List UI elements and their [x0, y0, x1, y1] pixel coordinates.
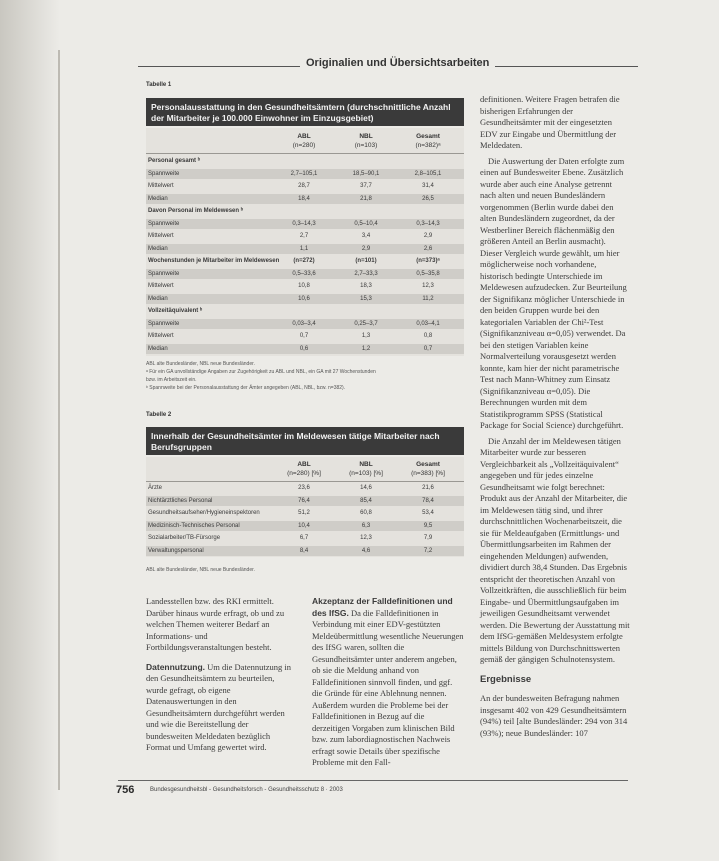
table2-row — [146, 496, 464, 506]
t1-colhead-nbl — [336, 132, 396, 150]
table-cell: 2,9 — [361, 245, 371, 252]
row-label: Davon Personal im Meldewesen ᵇ — [148, 208, 244, 214]
row-label: Spannweite — [148, 220, 180, 227]
t2-separator — [146, 481, 464, 482]
t1-colhead-gesamt — [398, 132, 458, 150]
paragraph: Die Anzahl der im Meldewesen tätigen Mitarbeiter wurde zur besseren Vergleichbarkeit als „Vollzeitäquivalent“ angegeben und für jedes einzelne Gesundheitsamt wie folgt berechnet: Produkt aus der Anzahl der Mitarbeiter, die im Meldewesen tätig sind, und ihrer durchschnittlichen Wochenarbeitszeit, die sie für Meldeaufgaben (Ermittlungs- und Übermittlungsarbeiten im Rahmen der eingehenden Meldungen) aufwenden, dividiert durch 38,4 Stunden. Das Ergebnis entspricht der theoretischen Anzahl von Vollzeitkräften, die ausschließlich für beim Eingabe- und Übermittlungsaufgaben im jeweiligen Gesundheitsamt verwendet werden. Die Bewertung der Ausstattung mit dem IfSG-gemäßen Meldesystem erfolgte mittels Bildung von Durchschnittswerten gemäß der gängigen Schulnotensystem. — [480, 435, 630, 664]
table1-label: Tabelle 1 — [146, 82, 172, 88]
table-cell: 3,4 — [361, 233, 371, 239]
t2-col-name: ABL — [297, 461, 311, 468]
row-label: Spannweite — [148, 320, 180, 327]
paragraph — [312, 596, 464, 769]
binding-shadow — [0, 0, 60, 861]
table-cell: 2,7–105,1 — [290, 170, 318, 177]
table1-row — [146, 344, 464, 354]
page-number: 756 — [116, 784, 135, 796]
table1-row — [146, 244, 464, 254]
table-cell: 10,8 — [298, 283, 310, 289]
table-cell: 0,7 — [423, 345, 433, 352]
paragraph — [146, 662, 296, 754]
table1-row — [146, 231, 464, 241]
row-label: Personal gesamt ᵇ — [148, 158, 201, 164]
row-label: Median — [148, 295, 168, 302]
row-label: Spannweite — [148, 270, 180, 277]
table2-row — [146, 521, 464, 531]
table-cell: 0,5–33,6 — [292, 270, 316, 277]
table-cell: 1,1 — [299, 245, 309, 252]
t2-col-n: (n=383) [%] — [411, 470, 445, 477]
table1-row — [146, 169, 464, 179]
table-cell: 9,5 — [423, 522, 433, 529]
table-cell: 31,4 — [422, 183, 434, 189]
paragraph-text: Um die Datennutzung in den Gesundheitsämtern zu beurteilen, wurde gefragt, ob eigene Datenauswertungen in den Gesundheitsämtern durchgeführt werden und wie die Bereitstellung der bundesweiten Meldedaten bezüglich Format und Umfang gewertet wird. — [146, 661, 291, 752]
table1-row — [146, 181, 464, 191]
table-cell: 11,2 — [422, 295, 434, 302]
table1-row — [146, 269, 464, 279]
table-cell: 10,4 — [298, 522, 310, 529]
footer-rule — [118, 780, 628, 781]
paragraph: Landesstellen bzw. des RKI ermittelt. Darüber hinaus wurde erfragt, ob und zu welchen Themen weiterer Bedarf an Informations- und Fortbildungsveranstaltungen besteht. — [146, 596, 285, 652]
table-cell: 37,7 — [360, 183, 372, 189]
table-cell: 0,6 — [299, 345, 309, 352]
table-cell: 12,3 — [422, 283, 434, 289]
paragraph: definitionen. Weitere Fragen betrafen die bisherigen Erfahrungen der Gesundheitsämter mit der eingesetzten EDV zur Eingabe und Übermittlung der Meldedaten. — [480, 94, 620, 150]
table2-row — [146, 508, 464, 518]
t1-col-name: Gesamt — [416, 133, 440, 140]
table1-row — [146, 331, 464, 341]
row-label: Medizinisch-Technisches Personal — [148, 522, 240, 529]
row-label: Mittelwert — [148, 333, 174, 339]
bottom-left-column — [146, 596, 296, 758]
t1-footnote: ᵇ Spannweite bei der Personalausstattung der Ämter angegeben (ABL, NBL, bzw. n=382). — [146, 385, 346, 391]
table-cell: 10,6 — [298, 295, 310, 302]
table-cell: 2,7–33,3 — [354, 270, 378, 277]
table1-row — [146, 319, 464, 329]
table-cell: 21,8 — [360, 195, 372, 202]
table-cell: 85,4 — [360, 497, 372, 504]
table2-row — [146, 533, 464, 543]
t1-col-n: (n=280) — [292, 142, 316, 149]
table-cell: 78,4 — [422, 497, 434, 504]
row-label: Median — [148, 245, 168, 252]
t2-colhead-abl — [274, 460, 334, 478]
t2-colhead-nbl — [336, 460, 396, 478]
table-cell: 1,3 — [361, 333, 371, 339]
table-cell: 0,5–10,4 — [354, 220, 378, 227]
table-cell: 8,4 — [299, 547, 309, 554]
table-cell: 23,6 — [298, 485, 310, 491]
table1-row — [146, 194, 464, 204]
scan-edge-line — [58, 50, 60, 790]
table-cell: 0,5–35,8 — [416, 270, 440, 277]
table-cell: 7,9 — [423, 535, 433, 541]
results-heading: Ergebnisse — [480, 673, 532, 685]
paragraph-text: Da die Falldefinitionen in Verbindung mit einer EDV-gestützten Meldeübermittlung wesentliche Neuerungen des IfSG waren, sollten die Gesundheitsämter unter anderem angeben, ob sie die Meldung anhand von Falldefinitionen sinnvoll finden, und ggf. die Gründe für eine Ablehnung nennen. Außerdem wurden die Probleme bei der Falldefinitionen in Bezug auf die derzeitigen Vorgaben zum klinischen Bild bzw. zum labordiagnostischen Nachweis erfragt sowie Details über spezifische Probleme mit den Fall- — [312, 607, 464, 767]
table-cell: 1,2 — [361, 345, 371, 352]
table-cell: 0,03–3,4 — [292, 320, 316, 327]
table-cell: 14,6 — [360, 485, 372, 491]
journal-footer: Bundesgesundheitsbl - Gesundheitsforsch - Gesundheitsschutz 8 · 2003 — [150, 787, 343, 793]
t1-separator — [146, 153, 464, 154]
table-cell: 0,03–4,1 — [416, 320, 440, 327]
table-cell: 18,4 — [298, 195, 310, 202]
t1-footnote: ABL alte Bundesländer, NBL neue Bundesländer. — [146, 361, 255, 367]
table1-row — [146, 219, 464, 229]
paragraph: Die Auswertung der Daten erfolgte zum einen auf Bundesweiter Ebene. Zusätzlich wurde aber auch eine Analyse getrennt nach alten und neuen Bundesländern vorgenommen (Berlin wurde dabei den alten Bundesländern zugeordnet, da der Westberliner Bereich flächenmäßig den größeren Anteil an Berlin ausmacht). Dieser Vergleich wurde gewählt, um hier möglicherweise noch vorhandene, historisch bedingte Unterschiede im Meldewesen aufzudecken. Zur Beurteilung der Signifikanz möglicher Unterschiede in den beiden Gruppen wurde bei den kategorialen Variablen der Chi²-Test (Signifikanzniveau α=0,05) verwendet. Da bei den stetigen Variablen keine Normalverteilung vorausgesetzt werden konnte, kam hier der nicht parametrische Test nach Mann-Whitney zum Einsatz (Signifikanzniveau α=0,05). Die Berechnungen wurden mit dem Statistikprogramm SPSS (Statistical Package for Social Science) durchgeführt. — [480, 155, 627, 430]
row-label: Nichtärztliches Personal — [148, 497, 213, 504]
t1-col-n: (n=382)ᵃ — [415, 142, 441, 149]
table-cell: 28,7 — [298, 183, 310, 189]
table1-title: Personalausstattung in den Gesundheitsämtern (durchschnittliche Anzahl der Mitarbeiter je 100.000 Einwohner im Einzugsgebiet) — [146, 98, 464, 126]
table2-row — [146, 546, 464, 556]
table2-body — [146, 457, 464, 557]
table1-row — [146, 156, 464, 166]
table1-row — [146, 206, 464, 216]
right-text-column — [480, 94, 630, 743]
t1-footnote: bzw. im Arbeitszeit ein. — [146, 377, 197, 383]
table-cell: 0,3–14,3 — [292, 220, 316, 227]
table-cell: 2,7 — [299, 233, 309, 239]
table-cell: 0,7 — [299, 333, 309, 339]
t2-col-name: Gesamt — [416, 461, 440, 468]
section-header: Originalien und Übersichtsarbeiten — [300, 57, 495, 69]
table-cell: (n=272) — [293, 258, 315, 264]
table2-footnote: ABL alte Bundesländer, NBL neue Bundesländer. — [146, 567, 255, 573]
row-label: Sozialarbeiter/TB-Fürsorge — [148, 535, 221, 541]
table-cell: 0,3–14,3 — [416, 220, 440, 227]
row-label: Median — [148, 345, 168, 352]
row-label: Mittelwert — [148, 233, 174, 239]
row-label: Spannweite — [148, 170, 180, 177]
table1-body — [146, 128, 464, 356]
table-cell: 18,3 — [360, 283, 372, 289]
t2-col-n: (n=280) [%] — [287, 470, 321, 477]
table-cell: 6,7 — [299, 535, 309, 541]
t1-col-name: NBL — [359, 133, 373, 140]
row-label: Wochenstunden je Mitarbeiter im Meldewesen — [148, 258, 280, 264]
table1-footnotes — [146, 360, 464, 392]
table-cell: 2,9 — [423, 233, 433, 239]
table-cell: 51,2 — [298, 510, 310, 516]
table-cell: 76,4 — [298, 497, 310, 504]
table-cell: 18,5–90,1 — [352, 170, 380, 177]
table1-row — [146, 281, 464, 291]
table-cell: 6,3 — [361, 522, 371, 529]
t1-colhead-abl — [274, 132, 334, 150]
row-label: Mittelwert — [148, 283, 174, 289]
row-label: Ärzte — [148, 485, 163, 491]
paragraph-lead: Akzeptanz der Falldefinitionen und des IfSG. — [312, 596, 453, 618]
t1-col-n: (n=103) — [354, 142, 378, 149]
table2-title: Innerhalb der Gesundheitsämter im Meldewesen tätige Mitarbeiter nach Berufsgruppen — [146, 427, 464, 455]
table-cell: 53,4 — [422, 510, 434, 516]
paragraph: An der bundesweiten Befragung nahmen insgesamt 402 von 429 Gesundheitsämtern (94%) teil [alte Bundesländer: 294 von 314 (93%); neue Bundesländer: 107 — [480, 693, 628, 738]
t2-col-n: (n=103) [%] — [349, 470, 383, 477]
table-cell: 0,8 — [423, 333, 433, 339]
table1-row — [146, 306, 464, 316]
table-cell: 2,6 — [423, 245, 433, 252]
table-cell: (n=101) — [355, 258, 377, 264]
row-label: Mittelwert — [148, 183, 174, 189]
row-label: Vollzeitäquivalent ᵇ — [148, 308, 203, 314]
table2-label: Tabelle 2 — [146, 412, 172, 418]
table-cell: 4,6 — [361, 547, 371, 554]
table-cell: 0,25–3,7 — [354, 320, 378, 327]
table-cell: (n=373)ᵃ — [416, 258, 440, 264]
table-cell: 15,3 — [360, 295, 372, 302]
t2-colhead-gesamt — [398, 460, 458, 478]
row-label: Verwaltungspersonal — [148, 547, 204, 554]
t1-col-name: ABL — [297, 133, 311, 140]
table-cell: 26,5 — [422, 195, 434, 202]
table-cell: 60,8 — [360, 510, 372, 516]
table2-row — [146, 483, 464, 493]
bottom-mid-column — [312, 596, 464, 773]
paragraph-lead: Datennutzung. — [146, 661, 206, 672]
table-cell: 2,8–105,1 — [414, 170, 442, 177]
table-cell: 21,6 — [422, 485, 434, 491]
table1-row — [146, 256, 464, 266]
table-cell: 12,3 — [360, 535, 372, 541]
table1-row — [146, 294, 464, 304]
table-cell: 7,2 — [423, 547, 433, 554]
row-label: Gesundheitsaufseher/Hygieneinspektoren — [148, 510, 260, 516]
t2-col-name: NBL — [359, 461, 373, 468]
row-label: Median — [148, 195, 168, 202]
t1-footnote: ᵃ Für ein GA unvollständige Angaben zur Zugehörigkeit zu ABL und NBL, ein GA mit 27 Wochenstunden — [146, 369, 376, 375]
